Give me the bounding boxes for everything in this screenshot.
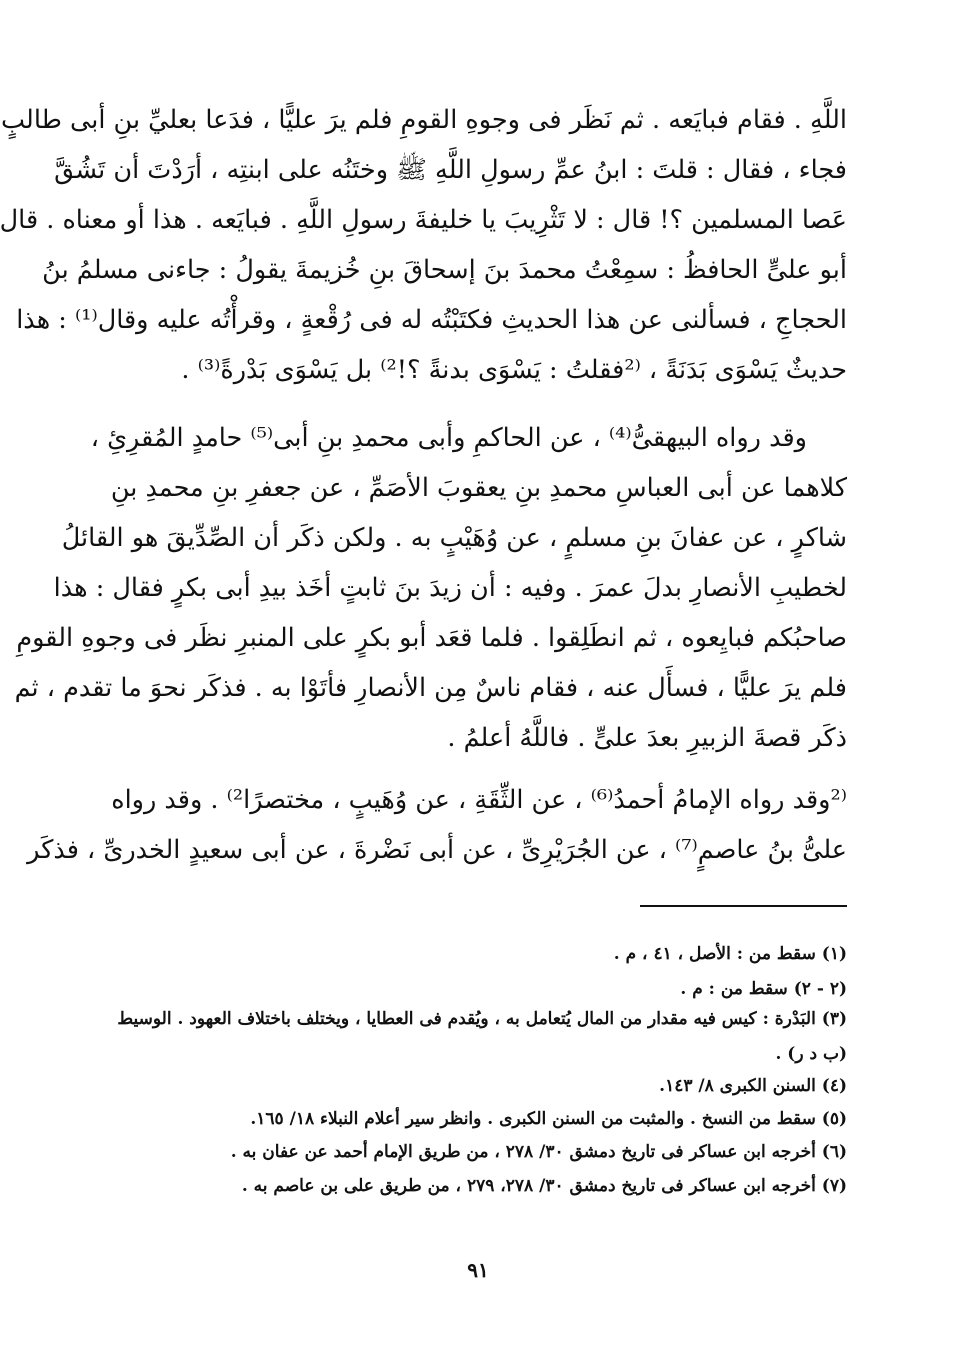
footnote-separator [640, 905, 847, 907]
page-number: ٩١ [467, 1258, 489, 1282]
body-line: أبو علىٍّ الحافظُ : سمِعْتُ محمدَ بنَ إسحاقَ بنِ خُزيمةَ يقولُ : جاءنى مسلمُ بنُ [42, 255, 847, 285]
body-line: فجاء ، فقال : قلتَ : ابنُ عمِّ رسولِ اللَّهِ ﷺ وختَنُه على ابنتِه ، أرَدْتَ أن تَشُقَّ [54, 155, 847, 185]
body-line: كلاهما عن أبى العباسِ محمدِ بنِ يعقوبَ الأصَمِّ ، عن جعفرِ بنِ محمدِ بنِ [110, 473, 847, 503]
body-line: علىُّ بنُ عاصمٍ⁽⁷⁾ ، عن الجُرَيْرِىِّ ، عن أبى نَضْرةَ ، عن أبى سعيدٍ الخدرىِّ ، فذكَر [27, 835, 847, 865]
body-line: عَصا المسلمين ؟! قال : لا تَثْرِيبَ يا خليفةَ رسولِ اللَّهِ . فبايَعه . هذا أو معناه . قال [0, 205, 847, 235]
footnote: (٧) أخرجه ابن عساكر فى تاريخ دمشق ٣٠/ ٢٧٨، ٢٧٩ ، من طريق على بن عاصم به . [241, 1176, 847, 1196]
footnote: (٦) أخرجه ابن عساكر فى تاريخ دمشق ٣٠/ ٢٧٨ ، من طريق الإمام أحمد عن عفان به . [230, 1142, 847, 1162]
body-line: وقد رواه البيهقىُّ⁽⁴⁾ ، عن الحاكمِ وأبى محمدِ بنِ أبى⁽⁵⁾ حامدٍ المُقرِئِ ، [90, 423, 807, 453]
body-line: حديثٌ يَسْوَى بَدَنَةً ، ⁽²فقلتُ : يَسْوَى بدنةً ؟!²⁾ بل يَسْوَى بَدْرةً⁽³⁾ . [181, 355, 847, 385]
body-line: ⁽²وقد رواه الإمامُ أحمدُ⁽⁶⁾ ، عن الثِّقَةِ ، عن وُهَيبٍ ، مختصرًا²⁾ . وقد رواه [111, 785, 847, 815]
body-line: اللَّهِ . فقام فبايَعه . ثم نَظَر فى وجوهِ القومِ فلم يرَ عليًّا ، فدَعا بعليِّ بنِ أبى طالبٍ [1, 105, 847, 135]
body-line: الحجاجِ ، فسألنى عن هذا الحديثِ فكتَبْتُه له فى رُقْعةٍ ، وقرأْتُه عليه وقال⁽¹⁾ : هذا [16, 305, 847, 335]
body-line: فلم يرَ عليًّا ، فسأَل عنه ، فقام ناسٌ مِن الأنصارِ فأتَوْا به . فذكَر نحوَ ما تقدم ، ثم [14, 673, 847, 703]
footnote: (٢ - ٢) سقط من : م . [680, 979, 847, 999]
footnote: (٤) السنن الكبرى ٨/ ١٤٣. [659, 1076, 847, 1096]
body-line: ذكَر قصةَ الزبيرِ بعدَ علىٍّ . فاللَّهُ أعلمُ . [447, 723, 847, 753]
body-line: لخطيبِ الأنصارِ بدلَ عمرَ . وفيه : أن زيدَ بنَ ثابتٍ أخَذ بيدِ أبى بكرٍ فقال : هذا [53, 573, 847, 603]
body-line: شاكرٍ ، عن عفانَ بنِ مسلمٍ ، عن وُهَيْبٍ به . ولكن ذكَر أن الصِّدِّيقَ هو القائلُ [61, 523, 847, 553]
body-line: صاحبُكم فبايِعوه ، ثم انطَلِقوا . فلما قعَد أبو بكرٍ على المنبرِ نظَر فى وجوهِ القومِ [16, 623, 847, 653]
footnote: (٣) البَدْرة : كيس فيه مقدار من المال يُتعامل به ، ويُقدم فى العطايا ، ويختلف باختلاف العهود . الوسيط [117, 1009, 847, 1029]
footnote: (٥) سقط من النسخ . والمثبت من السنن الكبرى . وانظر سير أعلام النبلاء ١٨/ ١٦٥. [250, 1109, 847, 1129]
footnote: (١) سقط من : الأصل ، ٤١ ، م . [613, 944, 847, 964]
footnote: (ب د ر) . [775, 1044, 847, 1064]
